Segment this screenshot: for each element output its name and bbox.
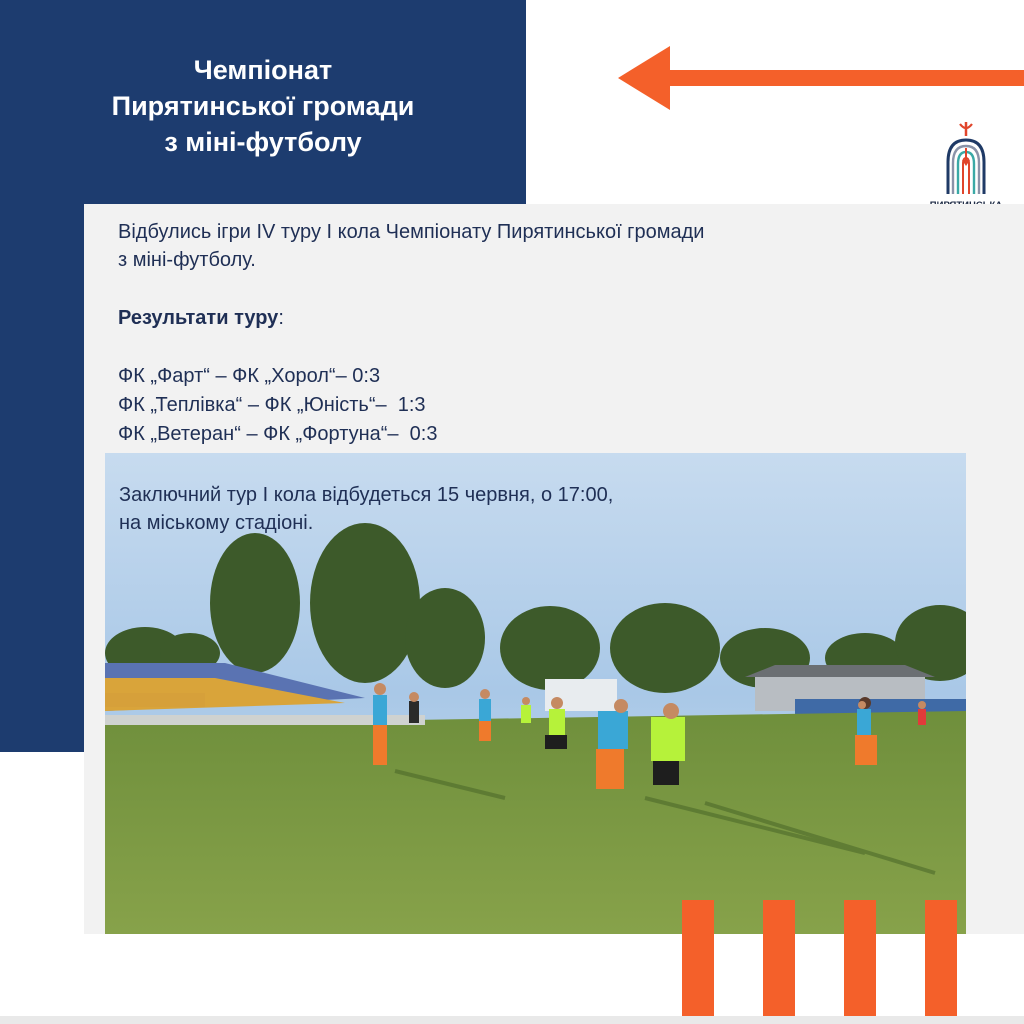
title-line-3: з міні-футболу: [164, 127, 362, 157]
results-heading: [118, 304, 284, 332]
result-item-1: ФК „Фарт“ – ФК „Хорол“– 0:3: [118, 365, 381, 387]
results-heading-label: Результати туру: [118, 307, 279, 329]
results-heading-colon: :: [278, 307, 284, 329]
intro-line-1: Відбулись ігри IV туру І кола Чемпіонату Пирятинської громади: [118, 221, 705, 243]
title-line-2: Пирятинської громади: [111, 91, 415, 121]
decorative-bars: [680, 900, 1024, 1024]
decorative-bar-4: [925, 900, 957, 1024]
arrow-left-icon: [618, 46, 1024, 110]
match-photo: [105, 453, 966, 934]
intro-line-2: з міні-футболу.: [118, 249, 256, 271]
page-title: [0, 52, 526, 160]
final-line-2: на міському стадіоні.: [119, 512, 314, 534]
results-list: [118, 362, 437, 449]
final-tour-text: [119, 481, 613, 537]
intro-text: [118, 218, 878, 274]
decorative-bar-3: [844, 900, 876, 1024]
decorative-bar-2: [763, 900, 795, 1024]
final-line-1: Заключний тур І кола відбудеться 15 червня, о 17:00,: [119, 484, 614, 506]
decorative-bar-1: [682, 900, 714, 1024]
bottom-divider: [0, 1016, 1024, 1024]
result-item-2: ФК „Теплівка“ – ФК „Юність“– 1:3: [118, 394, 426, 416]
title-line-1: Чемпіонат: [193, 55, 333, 85]
pyriatyn-gate-emblem-icon: [908, 118, 1024, 198]
result-item-3: ФК „Ветеран“ – ФК „Фортуна“– 0:3: [118, 423, 438, 445]
